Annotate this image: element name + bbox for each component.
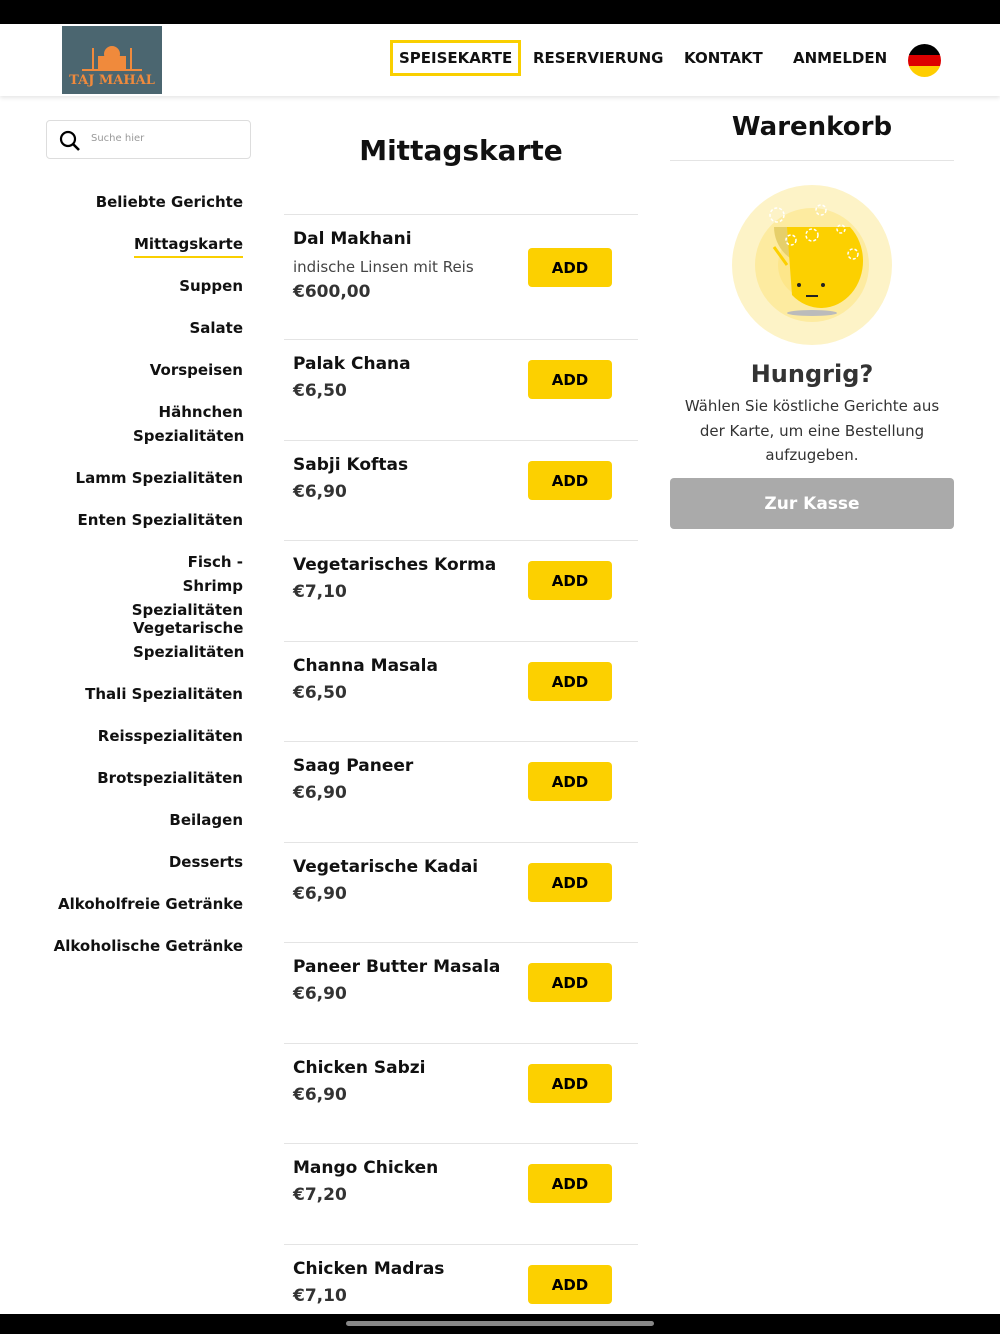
empty-cart-title: Hungrig? [750, 360, 874, 388]
menu-item [284, 540, 638, 641]
menu-item [284, 942, 638, 1043]
add-button[interactable]: ADD [528, 863, 612, 902]
menu-item [284, 1143, 638, 1244]
empty-cart-text: Wählen Sie köstliche Gerichte aus der Karte, um eine Bestellung aufzugeben. [684, 397, 940, 464]
checkout-button[interactable]: Zur Kasse [670, 478, 954, 529]
item-price: €6,50 [293, 683, 347, 703]
status-bar [0, 0, 1000, 24]
empty-bowl-illustration [732, 185, 892, 345]
item-description: indische Linsen mit Reis [293, 258, 474, 276]
menu-title: Mittagskarte [359, 134, 563, 167]
category-item[interactable]: Salate [189, 319, 243, 337]
category-item[interactable]: Desserts [168, 853, 243, 871]
category-item[interactable]: Beliebte Gerichte [95, 193, 243, 211]
item-name: Mango Chicken [293, 1158, 439, 1178]
add-button[interactable]: ADD [528, 963, 612, 1002]
item-name: Paneer Butter Masala [293, 957, 501, 977]
item-name: Channa Masala [293, 656, 438, 676]
add-button[interactable]: ADD [528, 561, 612, 600]
category-item[interactable]: Brotspezialitäten [97, 769, 243, 787]
menu-item [284, 741, 638, 842]
category-item[interactable]: Reisspezialitäten [97, 727, 243, 745]
search-icon [59, 130, 81, 152]
category-item[interactable]: Vorspeisen [149, 361, 243, 379]
item-name: Vegetarisches Korma [293, 555, 497, 575]
category-item[interactable]: Mittagskarte [134, 232, 243, 258]
menu-item [284, 214, 638, 339]
menu-item [284, 1043, 638, 1143]
cart-title: Warenkorb [731, 112, 893, 142]
category-item[interactable]: Suppen [179, 277, 243, 295]
add-button[interactable]: ADD [528, 360, 612, 399]
taj-mahal-icon [62, 26, 162, 76]
menu-item [284, 440, 638, 540]
item-price: €600,00 [293, 282, 371, 302]
item-price: €7,20 [293, 1185, 347, 1205]
category-item[interactable]: Beilagen [169, 811, 243, 829]
add-button[interactable]: ADD [528, 1265, 612, 1304]
item-name: Chicken Madras [293, 1259, 445, 1279]
item-name: Sabji Koftas [293, 455, 409, 475]
nav-speisekarte[interactable]: SPEISEKARTE [390, 40, 521, 76]
nav-reservierung[interactable]: RESERVIERUNG [533, 49, 664, 67]
add-button[interactable]: ADD [528, 1164, 612, 1203]
item-name: Dal Makhani [293, 229, 412, 249]
add-button[interactable]: ADD [528, 662, 612, 701]
category-item[interactable]: Alkoholfreie Getränke [58, 895, 243, 913]
logo-text: TAJ MAHAL [69, 73, 155, 88]
menu-item [284, 641, 638, 741]
item-price: €6,90 [293, 884, 347, 904]
item-name: Chicken Sabzi [293, 1058, 426, 1078]
item-price: €7,10 [293, 1286, 347, 1306]
logo[interactable] [62, 26, 162, 94]
category-item[interactable]: Alkoholische Getränke [53, 937, 243, 955]
nav-anmelden[interactable]: ANMELDEN [793, 49, 888, 67]
item-price: €6,90 [293, 984, 347, 1004]
category-item[interactable]: Enten Spezialitäten [77, 511, 243, 529]
home-indicator[interactable] [346, 1321, 654, 1326]
divider [670, 160, 954, 161]
category-item[interactable]: Hähnchen Spezialitäten [133, 403, 245, 445]
item-price: €7,10 [293, 582, 347, 602]
category-item[interactable]: Vegetarische Spezialitäten [133, 619, 245, 661]
search-placeholder: Suche hier [91, 133, 145, 144]
item-price: €6,90 [293, 783, 347, 803]
header [0, 24, 1000, 96]
menu-item [284, 339, 638, 440]
category-item[interactable]: Lamm Spezialitäten [75, 469, 243, 487]
german-flag-icon[interactable] [908, 44, 941, 77]
add-button[interactable]: ADD [528, 762, 612, 801]
item-name: Palak Chana [293, 354, 411, 374]
item-price: €6,90 [293, 482, 347, 502]
search-input[interactable] [46, 120, 251, 159]
category-item[interactable]: Fisch - Shrimp Spezialitäten [131, 553, 243, 619]
item-price: €6,90 [293, 1085, 347, 1105]
add-button[interactable]: ADD [528, 1064, 612, 1103]
bottom-bar [0, 1314, 1000, 1334]
nav-kontakt[interactable]: KONTAKT [684, 49, 763, 67]
item-name: Saag Paneer [293, 756, 414, 776]
menu-item [284, 842, 638, 942]
category-item[interactable]: Thali Spezialitäten [85, 685, 243, 703]
add-button[interactable]: ADD [528, 248, 612, 287]
item-name: Vegetarische Kadai [293, 857, 479, 877]
add-button[interactable]: ADD [528, 461, 612, 500]
item-price: €6,50 [293, 381, 347, 401]
